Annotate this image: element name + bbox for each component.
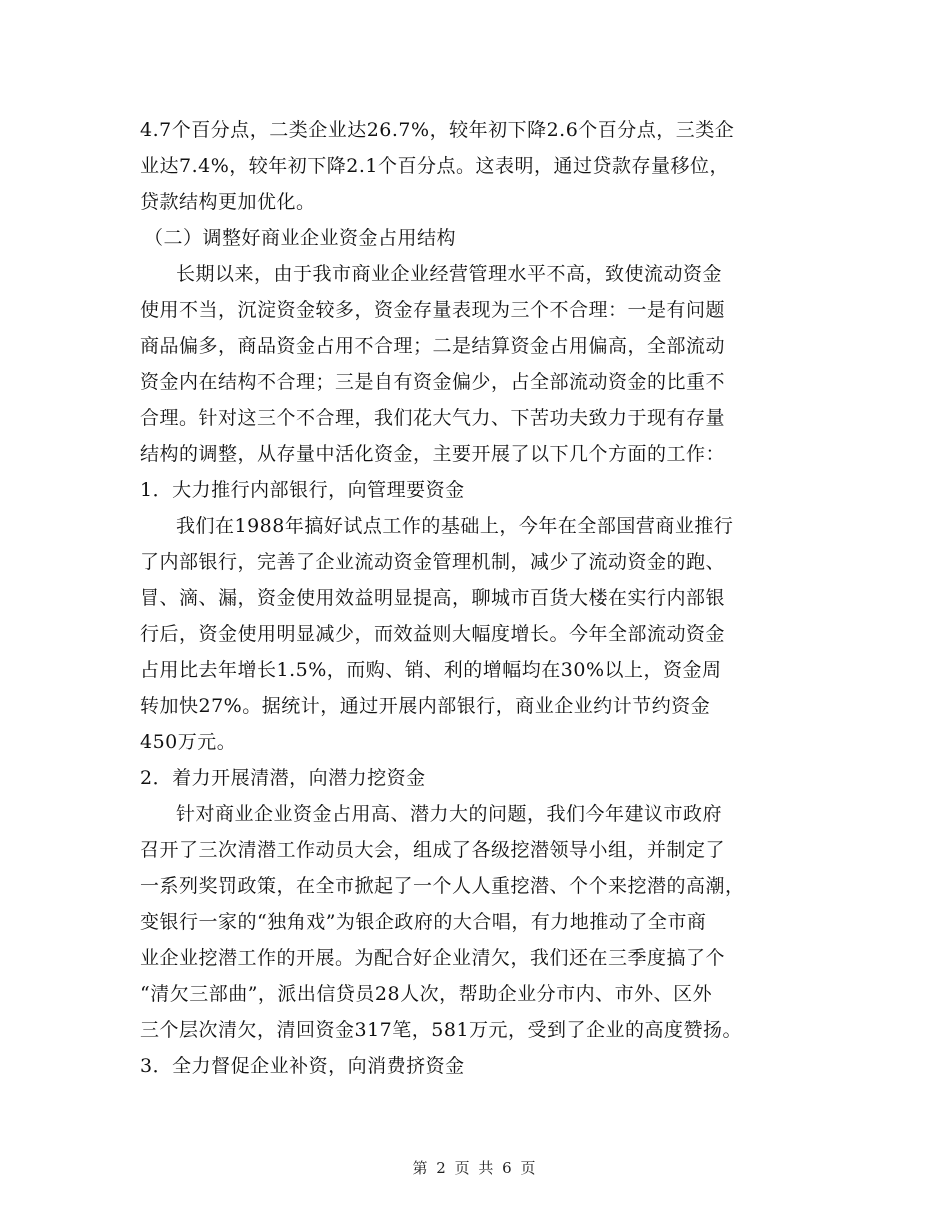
section-heading: （二）调整好商业企业资金占用结构 — [144, 227, 457, 249]
document-body — [140, 112, 820, 1084]
body-line: 占用比去年增长1.5%，而购、销、利的增幅均在30%以上，资金周 — [140, 659, 722, 681]
paragraph-first-line: 我们在1988年搞好试点工作的基础上，今年在全部国营商业推行 — [176, 515, 734, 537]
body-line: 召开了三次清潜工作动员大会，组成了各级挖潜领导小组，并制定了 — [140, 839, 726, 861]
body-line: 商品偏多，商品资金占用不合理；二是结算资金占用偏高，全部流动 — [140, 335, 726, 357]
body-line: “清欠三部曲”，派出信贷员28人次，帮助企业分市内、市外、区外 — [140, 983, 713, 1005]
body-line: 结构的调整，从存量中活化资金，主要开展了以下几个方面的工作： — [140, 443, 726, 465]
body-line: 合理。针对这三个不合理，我们花大气力、下苦功夫致力于现有存量 — [140, 407, 726, 429]
body-line: 转加快27%。据统计，通过开展内部银行，商业企业约计节约资金 — [140, 695, 711, 717]
body-line: 三个层次清欠，清回资金317笔，581万元，受到了企业的高度赞扬。 — [140, 1019, 743, 1041]
body-line: 了内部银行，完善了企业流动资金管理机制，减少了流动资金的跑、 — [140, 551, 726, 573]
body-line: 冒、滴、漏，资金使用效益明显提高，聊城市百货大楼在实行内部银 — [140, 587, 726, 609]
subsection-heading: 2．着力开展清潜，向潜力挖资金 — [140, 767, 426, 789]
body-line: 变银行一家的“独角戏”为银企政府的大合唱，有力地推动了全市商 — [140, 911, 707, 933]
paragraph-first-line: 针对商业企业资金占用高、潜力大的问题，我们今年建议市政府 — [176, 803, 723, 825]
body-line: 一系列奖罚政策，在全市掀起了一个人人重挖潜、个个来挖潜的高潮， — [140, 875, 745, 897]
body-line: 使用不当，沉淀资金较多，资金存量表现为三个不合理：一是有问题 — [140, 299, 726, 321]
body-line: 贷款结构更加优化。 — [140, 191, 316, 213]
subsection-heading: 3．全力督促企业补资，向消费挤资金 — [140, 1055, 465, 1077]
body-line: 资金内在结构不合理；三是自有资金偏少，占全部流动资金的比重不 — [140, 371, 726, 393]
paragraph-first-line: 长期以来，由于我市商业企业经营管理水平不高，致使流动资金 — [176, 263, 723, 285]
body-line: 4.7个百分点，二类企业达26.7%，较年初下降2.6个百分点，三类企 — [140, 119, 735, 141]
body-line: 450万元。 — [140, 731, 237, 753]
body-line: 业达7.4%，较年初下降2.1个百分点。这表明，通过贷款存量移位， — [140, 155, 729, 177]
subsection-heading: 1．大力推行内部银行，向管理要资金 — [140, 479, 465, 501]
page-number-footer: 第 2 页 共 6 页 — [412, 1159, 538, 1177]
body-line: 业企业挖潜工作的开展。为配合好企业清欠，我们还在三季度搞了个 — [140, 947, 726, 969]
body-line: 行后，资金使用明显减少，而效益则大幅度增长。今年全部流动资金 — [140, 623, 726, 645]
